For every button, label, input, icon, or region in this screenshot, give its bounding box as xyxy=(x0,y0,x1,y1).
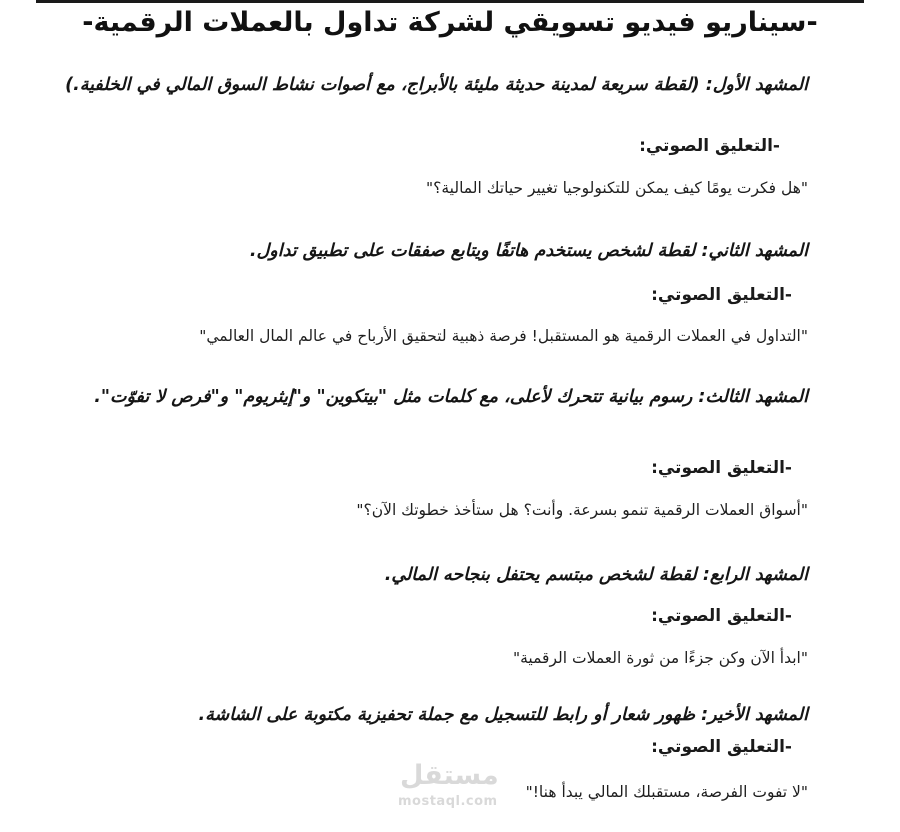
scene-2-label: المشهد الثاني: xyxy=(701,241,808,261)
scene-5-voiceover-label: -التعليق الصوتي: xyxy=(651,737,792,757)
scene-3 xyxy=(40,382,808,412)
scene-3-voiceover-label: -التعليق الصوتي: xyxy=(651,458,792,478)
scene-1-quote: "هل فكرت يومًا كيف يمكن للتكنولوجيا تغيير حياتك المالية؟" xyxy=(426,179,808,197)
scene-5-text xyxy=(40,700,808,730)
mostaql-watermark xyxy=(392,760,499,814)
scene-4-quote: "ابدأ الآن وكن جزءًا من ثورة العملات الرقمية" xyxy=(512,649,808,667)
scene-3-text xyxy=(40,382,808,412)
scene-3-description: رسوم بيانية تتحرك لأعلى، مع كلمات مثل "بيتكوين" و"إيثريوم" و"فرص لا تفوّت". xyxy=(94,387,699,407)
scene-3-label: المشهد الثالث: xyxy=(698,387,808,407)
scene-4-text xyxy=(40,560,808,590)
document-title: -سيناريو فيديو تسويقي لشركة تداول بالعملات الرقمية- xyxy=(82,7,818,38)
scene-2-text xyxy=(40,236,808,266)
scene-5-quote: "لا تفوت الفرصة، مستقبلك المالي يبدأ هنا!" xyxy=(525,783,808,801)
watermark-latin: mostaql.com xyxy=(398,794,498,809)
scene-3-quote: "أسواق العملات الرقمية تنمو بسرعة. وأنت؟ هل ستأخذ خطوتك الآن؟" xyxy=(356,501,808,519)
scene-2 xyxy=(40,236,808,266)
scene-1-label: المشهد الأول: xyxy=(705,75,808,95)
scene-1-description: (لقطة سريعة لمدينة حديثة مليئة بالأبراج، مع أصوات نشاط السوق المالي في الخلفية.) xyxy=(65,75,706,95)
scene-5-description: ظهور شعار أو رابط للتسجيل مع جملة تحفيزية مكتوبة على الشاشة. xyxy=(198,705,702,725)
watermark-arabic: مستقل xyxy=(400,760,499,791)
scene-2-voiceover-label: -التعليق الصوتي: xyxy=(651,285,792,305)
scene-2-description: لقطة لشخص يستخدم هاتفًا ويتابع صفقات على تطبيق تداول. xyxy=(249,241,702,261)
scene-4 xyxy=(40,560,808,590)
scene-4-label: المشهد الرابع: xyxy=(702,565,808,585)
scene-1 xyxy=(40,70,808,100)
scene-5-label: المشهد الأخير: xyxy=(701,705,808,725)
top-rule xyxy=(36,0,864,3)
scene-2-quote: "التداول في العملات الرقمية هو المستقبل! فرصة ذهبية لتحقيق الأرباح في عالم المال العالمي" xyxy=(199,327,808,345)
scene-1-voiceover-label: -التعليق الصوتي: xyxy=(639,136,780,156)
scene-4-voiceover-label: -التعليق الصوتي: xyxy=(651,606,792,626)
scene-1-text xyxy=(40,70,808,100)
scene-5 xyxy=(40,700,808,730)
scene-4-description: لقطة لشخص مبتسم يحتفل بنجاحه المالي. xyxy=(384,565,703,585)
